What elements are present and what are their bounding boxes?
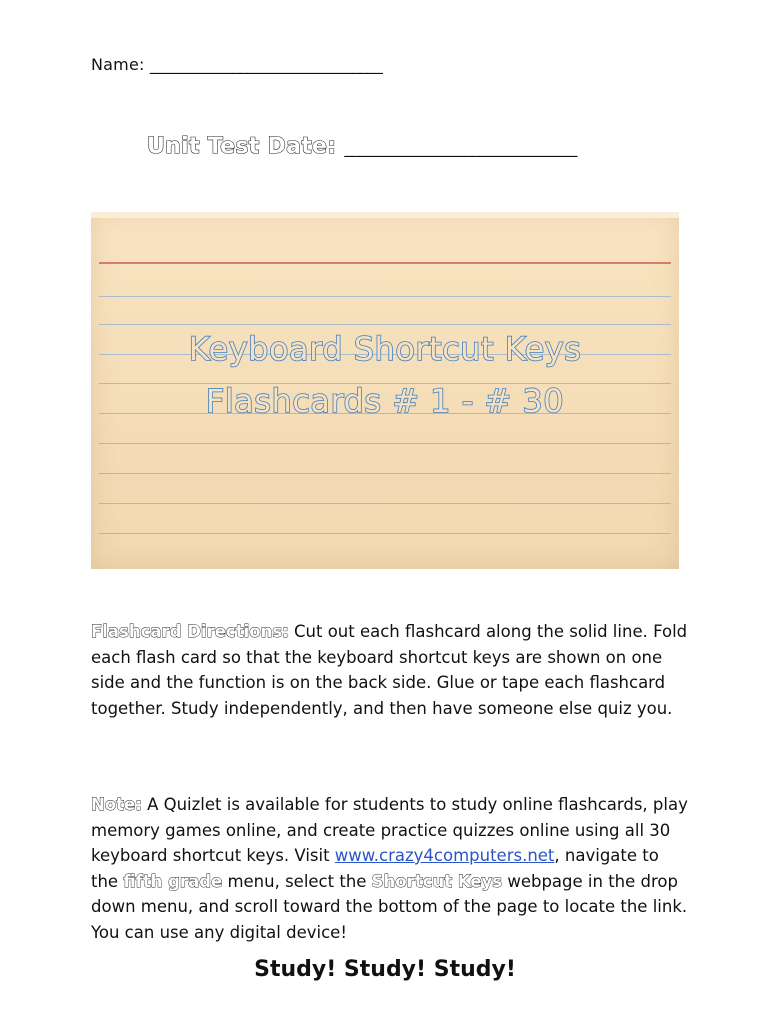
card-rule bbox=[99, 503, 671, 504]
note-text-3: menu, select the bbox=[222, 871, 372, 891]
index-card-image bbox=[91, 212, 679, 569]
directions-heading: Flashcard Directions: bbox=[91, 622, 289, 641]
study-footer: Study! Study! Study! bbox=[254, 957, 516, 982]
test-date-label: Unit Test Date: bbox=[147, 134, 337, 159]
name-blank: _______________________________ bbox=[149, 55, 383, 74]
test-date-blank: _______________________________ bbox=[344, 138, 577, 157]
card-rule bbox=[99, 324, 671, 325]
flashcard-directions bbox=[91, 619, 691, 721]
quizlet-note bbox=[91, 792, 691, 945]
name-field bbox=[91, 55, 382, 74]
note-text-4: webpage in the drop down menu, and scroll toward the bottom of the page to locate the link. You can use any digital device! bbox=[91, 871, 688, 942]
fifth-grade-label: fifth grade bbox=[123, 871, 223, 891]
card-rule bbox=[99, 443, 671, 444]
card-rule bbox=[99, 296, 671, 297]
note-heading: Note: bbox=[91, 795, 142, 814]
crazy4computers-link[interactable]: www.crazy4computers.net bbox=[334, 846, 555, 865]
unit-test-date-field bbox=[147, 134, 577, 159]
card-top-edge bbox=[91, 212, 679, 218]
card-title-line2: Flashcards # 1 - # 30 bbox=[205, 382, 565, 420]
note-text-1: A Quizlet is available for students to study online flashcards, play memory games online, and create practice quizzes online using all 30 keyboard shortcut keys. Visit bbox=[91, 795, 688, 865]
card-title-line1: Keyboard Shortcut Keys bbox=[188, 330, 582, 368]
directions-text: Cut out each flashcard along the solid line. Fold each flash card so that the keyboard shortcut keys are shown on one side and the function is on the back side. Glue or tape each flashcard together. Study independently, and then have someone else quiz you. bbox=[91, 622, 688, 718]
name-label: Name: bbox=[91, 55, 145, 74]
card-rule bbox=[99, 473, 671, 474]
card-red-rule bbox=[99, 262, 671, 264]
card-rule bbox=[99, 533, 671, 534]
note-text-2: , navigate to the bbox=[91, 846, 659, 891]
shortcut-keys-label: Shortcut Keys bbox=[371, 871, 503, 891]
